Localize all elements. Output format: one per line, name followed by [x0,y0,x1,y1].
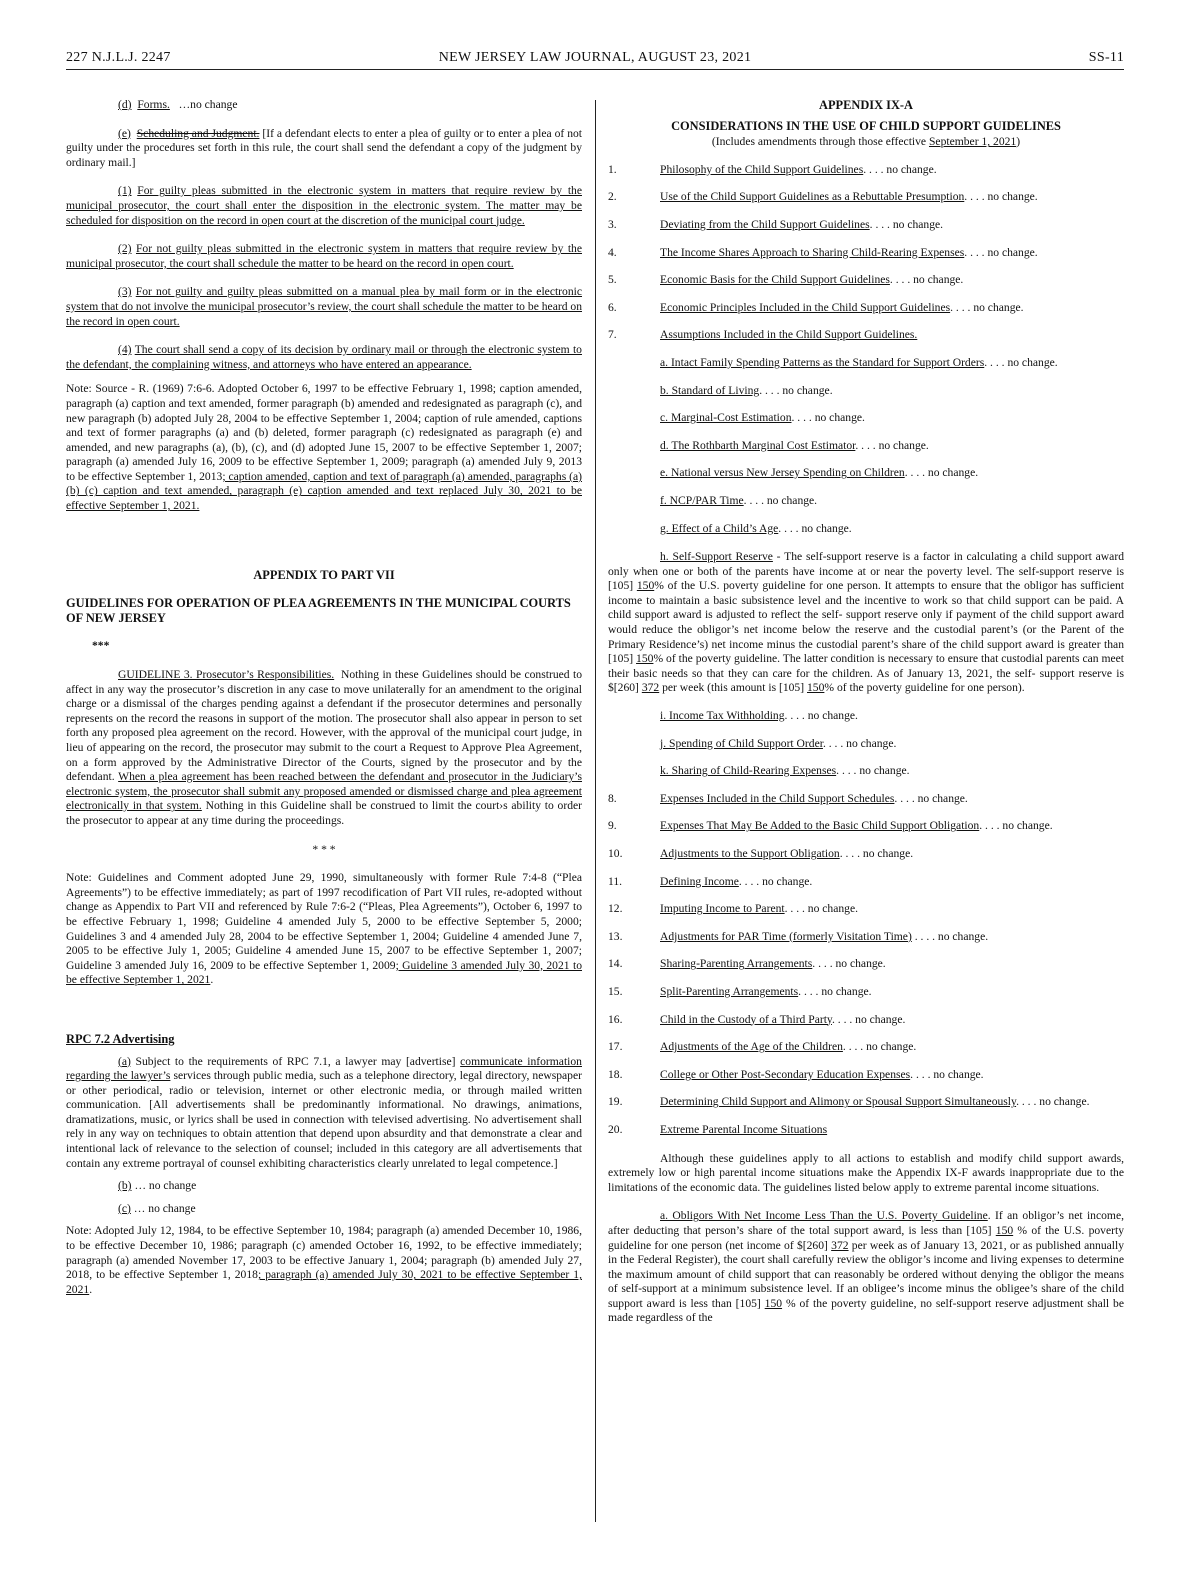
list-item [608,246,1124,261]
list-item [608,847,1124,862]
rpc-paragraph-a: (a) Subject to the requirements of RPC 7.1, a lawyer may [advertise] communicate information regarding the lawyer’s services through public media, such as a telephone directory, legal directory, newspaper or other periodical, radio or television, internet or other electronic media, or through mailed written communication. [All advertisements shall be predominantly informational. No drawings, animations, dramatizations, music, or lyrics shall be used in connection with televised advertising. No advertisement shall rely in any way on techniques to obtain attention that depend upon absurdity and that demonstrate a clear and intentional lack of relevance to the selection of counsel; included in this category are all advertisements that contain any extreme portrayal of counsel exhibiting characteristics clearly unrelated to legal competence.] [66,1054,582,1170]
item-title: College or Other Post-Secondary Education Expenses [660,1067,911,1081]
item-number: 12. [608,902,623,916]
item-number: 1. [608,162,617,176]
item-number: 8. [608,791,617,805]
item-status: . . . . no change. [889,273,964,287]
sub-item-status: . . . . no change. [784,709,858,723]
right-column [608,98,1124,1326]
column-divider [595,100,596,1522]
sub-item-status: . . . . no change. [855,438,929,452]
item-title: Philosophy of the Child Support Guidelines [660,162,864,176]
item-title: Split-Parenting Arrangements [660,984,799,998]
item-number: 6. [608,300,617,314]
paragraph-e4: (4) The court shall send a copy of its decision by ordinary mail or through the electronic system to the defendant, the complaining witness, and attorneys who have entered an appearance. [66,343,582,371]
item-status: . . . . no change. [738,874,813,888]
list-item [608,1123,1124,1138]
item-title: Sharing-Parenting Arrangements [660,957,813,971]
item-status: . . . . no change. [863,162,937,176]
item-status: . . . . no change. [831,1012,906,1026]
sub-item [608,384,1124,399]
sub-item [608,411,1124,426]
list-item [608,1095,1124,1110]
item-number: 13. [608,929,623,943]
sub-item [608,737,1124,752]
separator-asterisks: * * * [312,842,336,856]
rpc-paragraph-c: (c) … no change [118,1201,196,1215]
item-status: . . . . no change. [979,819,1053,833]
item-status: . . . . no change. [950,300,1024,314]
amendments-note: (Includes amendments through those effective September 1, 2021) [711,135,1021,149]
guidelines-note: Note: Guidelines and Comment adopted June 29, 1990, simultaneously with former Rule 7:4-8 (“Plea Agreements”) to be effective immediately; as part of 1997 recodification of Part VII rules, re-adopted without change as Appendix to Part VII and referenced by Rule 7:6-2 (“Pleas, Plea Agreements”), October 6, 1997 to be effective February 1, 1998; Guideline 4 amended July 5, 2000 to be effective September 5, 2000; Guidelines 3 and 4 amended July 28, 2004 to be effective September 1, 2004; Guideline 4 amended June 7, 2005 to be effective July 1, 2005; Guideline 4 amended June 15, 2007 to be effective September 1, 2007; Guideline 3 amended July 16, 2009 to be effective September 1, 2009; Guideline 3 amended July 30, 2021 to be effective September 1, 2021. [66,871,582,987]
header-rule [66,69,1124,70]
list-item [608,163,1124,178]
sub-item [608,764,1124,779]
sub-item [608,356,1124,371]
sub-item-status: . . . . no change. [984,355,1058,369]
item-title: Expenses That May Be Added to the Basic Child Support Obligation [660,819,980,833]
item-status: . . . . no change. [894,791,968,805]
citation: 227 N.J.L.J. 2247 [66,50,171,65]
appendix-heading: APPENDIX TO PART VII [253,567,395,582]
item-title: Assumptions Included in the Child Support Guidelines. [660,328,918,342]
list-item [608,985,1124,1000]
sub-item-status: . . . . no change. [822,736,897,750]
list-item [608,902,1124,917]
paragraph-e3: (3) For not guilty and guilty pleas submitted on a manual plea by mail form or in the electronic system that do not involve the municipal prosecutor’s review, the court shall schedule the matter to be heard on the record in open court. [66,285,583,328]
item-number: 16. [608,1012,623,1026]
item-number: 20. [608,1122,623,1136]
item-number: 3. [608,217,617,231]
list-item [608,875,1124,890]
item-number: 18. [608,1067,623,1081]
item-number: 9. [608,819,617,833]
item-title: Child in the Custody of a Third Party [660,1012,832,1026]
list-item [608,1068,1124,1083]
item-title: The Income Shares Approach to Sharing Child-Rearing Expenses [660,245,965,259]
item-title: Deviating from the Child Support Guidelines [660,217,870,231]
item-number: 4. [608,245,617,259]
item-status: . . . . no change. [1016,1095,1090,1109]
rpc-paragraph-b: (b) … no change [118,1179,197,1193]
rule-note: Note: Source - R. (1969) 7:6-6. Adopted October 6, 1997 to be effective February 1, 1998; caption amended, paragraph (a) caption and text amended, former paragraph (b) amended and redesignated as paragraph (c), and new paragraph (b) adopted July 28, 2004 to be effective September 1, 2004; caption of rule amended, captions and text of former paragraphs (a) and (b) deleted, former paragraph (c) redesignated as paragraph (e) and amended, and new paragraphs (a), (b), (c), and (d) adopted June 15, 2007 to be effective September 1, 2007; paragraph (a) amended July 16, 2009 to be effective September 1, 2009; paragraph (a) amended July 9, 2013 to be effective September 1, 2013; caption amended, caption and text of paragraph (a) amended, paragraphs (a) (b) (c) caption and text amended, paragraph (e) caption amended and text replaced July 30, 2021 to be effective September 1, 2021. [66,382,582,513]
list-item [608,1013,1124,1028]
list-item [608,819,1124,834]
item-number: 17. [608,1040,623,1054]
item-title: Adjustments for PAR Time (formerly Visitation Time) [660,929,912,943]
item-status: . . . . no change. [911,929,989,943]
list-item [608,301,1124,316]
list-item [608,218,1124,233]
item-status: . . . . no change. [964,190,1038,204]
item-status: . . . . no change. [964,245,1038,259]
item-status: . . . . no change. [869,217,944,231]
list-item [608,328,1124,343]
paragraph-d: (d) Forms. …no change [118,98,238,111]
item-number: 2. [608,190,617,204]
item-number: 5. [608,273,617,287]
list-item [608,1040,1124,1055]
item-number: 19. [608,1095,623,1109]
sub-item-title: c. Marginal-Cost Estimation [660,411,792,425]
extreme-income-text: Although these guidelines apply to all actions to establish and modify child support awards, extremely low or high parental income situations make the Appendix IX-F awards inappropriate due to the limitations of the economic data. The guidelines listed below apply to extreme parental income situations. [608,1151,1124,1194]
item-title: Adjustments to the Support Obligation [660,847,840,860]
paragraph-e: (e) Scheduling and Judgment. [If a defendant elects to enter a plea of guilty or to enter a plea of not guilty under the procedures set forth in this rule, the court shall send the defendant a copy of the judgment by ordinary mail.] [66,126,583,169]
sub-item-title: d. The Rothbarth Marginal Cost Estimator [660,438,856,452]
sub-item-title: j. Spending of Child Support Order [660,736,823,750]
sub-item [608,522,1124,537]
item-number: 7. [608,328,617,342]
rpc-note: Note: Adopted July 12, 1984, to be effective September 10, 1984; paragraph (a) amended December 10, 1986, to be effective December 10, 1986; paragraph (c) amended October 16, 1992, to be effective immediately; paragraph (a) amended November 17, 2003 to be effective January 1, 2004; paragraph (b) amended July 27, 2018, to be effective September 1, 2018; paragraph (a) amended July 30, 2021 to be effective September 1, 2021. [66,1224,582,1296]
item-number: 15. [608,984,623,998]
sub-item-status: . . . . no change. [743,493,818,507]
item-status: . . . . no change. [842,1040,917,1054]
item-title: Use of the Child Support Guidelines as a Rebuttable Presumption [660,190,965,204]
rpc-heading: RPC 7.2 Advertising [66,1031,175,1046]
obligors-below-poverty: a. Obligors With Net Income Less Than the U.S. Poverty Guideline. If an obligor’s net income, after deducting that person’s share of the total support award, is less than [105] 150 % of the U.S. poverty guideline for one person (net income of $[260] 372 per week as of January 13, 2021, or as published annually in the Federal Register), the court shall carefully review the obligor’s income and living expenses to determine the maximum amount of child support that can reasonably be ordered without denying the obligor the means of self-support at a minimum subsistence level. If an obligee’s income minus the obligee’s share of the child support award is less than [105] 150 % of the poverty guideline, no self-support reserve adjustment shall be made regardless of the [608,1209,1124,1325]
sub-item-title: i. Income Tax Withholding [660,709,785,723]
paragraph-e2: (2) For not guilty pleas submitted in the electronic system in matters that require review by the municipal prosecutor, the court shall schedule the matter to be heard on the record in open court. [66,242,582,270]
list-item [608,930,1124,945]
item-title: Expenses Included in the Child Support Schedules [660,791,895,805]
page-number: SS-11 [1088,50,1124,65]
considerations-heading: CONSIDERATIONS IN THE USE OF CHILD SUPPORT GUIDELINES [671,118,1061,133]
item-status: . . . . no change. [784,902,859,916]
sub-item-title: f. NCP/PAR Time [660,493,744,507]
sub-item [608,466,1124,481]
list-item [608,190,1124,205]
sub-item-status: . . . . no change. [904,466,979,480]
list-item [608,273,1124,288]
item-title: Imputing Income to Parent [660,902,785,916]
item-title: Economic Basis for the Child Support Guidelines [660,273,890,287]
sub-item [608,709,1124,724]
list-item [608,792,1124,807]
item-title: Defining Income [660,874,739,888]
list-item [608,957,1124,972]
sub-item [608,439,1124,454]
sub-item-status: . . . . no change. [778,521,852,535]
guideline-3: GUIDELINE 3. Prosecutor’s Responsibilities. Nothing in these Guidelines should be construed to affect in any way the prosecutor’s discretion in any case to move unilaterally for an amendment to the original charge or a dismissal of the charges pending against a defendant if the prosecutor determines and personally represents on the record the reasons in support of the motion. The prosecutor shall also appear in person to set forth any proposed plea agreement on the record. However, with the approval of the municipal court judge, in lieu of appearing on the record, the prosecutor may submit to the court a Request to Approve Plea Agreement, on a form approved by the Administrative Director of the Courts, signed by the prosecutor and by the defendant. When a plea agreement has been reached between the defendant and prosecutor in the Judiciary’s electronic system, the prosecutor shall submit any proposed amended or dismissed charge and plea agreement electronically in that system. Nothing in this Guideline shall be construed to limit the court›s ability to order the prosecutor to appear at any time during the proceedings. [66,668,583,827]
self-support-reserve: h. Self-Support Reserve - The self-support reserve is a factor in calculating a child support award only when one or both of the parents have income at or near the poverty level. The self-support reserve is [105] 150% of the U.S. poverty guideline for one person. It attempts to ensure that the obligor has sufficient income to maintain a basic subsistence level and the incentive to work so that child support can be paid. A child support award is adjusted to reflect the self- support reserve only if payment of the child support award would reduce the obligor’s net income below the reserve and the custodial parent’s (or the Parent of the Primary Residence’s) net income minus the custodial parent’s share of the child support award is greater than [105] 150% of the poverty guideline. The latter condition is necessary to ensure that custodial parents can meet their basic needs so that they can care for the children. As of January 13, 2021, the self- support reserve is $[260] 372 per week (this amount is [105] 150% of the poverty guideline for one person). [608,550,1124,695]
guidelines-heading: GUIDELINES FOR OPERATION OF PLEA AGREEMENTS IN THE MUNICIPAL COURTS OF NEW JERSEY [66,596,571,625]
sub-item-title: k. Sharing of Child-Rearing Expenses [660,764,837,778]
item-number: 11. [608,874,623,888]
page-header [66,50,1124,68]
separator-stars: *** [92,639,110,653]
item-status: . . . . no change. [798,984,872,998]
item-title: Extreme Parental Income Situations [660,1122,828,1136]
paragraph-e1: (1) For guilty pleas submitted in the electronic system in matters that require review by the municipal prosecutor, the court shall enter the disposition in the electronic system. The matter may be scheduled for disposition on the record in open court at the discretion of the municipal court judge. [66,184,582,227]
item-status: . . . . no change. [910,1067,984,1081]
appendix-ix-a-heading: APPENDIX IX-A [819,98,913,112]
item-title: Adjustments of the Age of the Children [660,1040,843,1054]
item-status: . . . . no change. [812,957,886,971]
publication-title: NEW JERSEY LAW JOURNAL, AUGUST 23, 2021 [438,50,752,65]
item-status: . . . . no change. [839,847,914,860]
sub-item-title: e. National versus New Jersey Spending on Children [660,466,905,480]
sub-item-title: b. Standard of Living [660,383,760,397]
sub-item-status: . . . . no change. [836,764,910,778]
item-number: 10. [608,847,623,860]
item-number: 14. [608,957,623,971]
sub-item-title: a. Intact Family Spending Patterns as the Standard for Support Orders [660,355,985,369]
sub-item [608,494,1124,509]
item-title: Economic Principles Included in the Child Support Guidelines [660,300,951,314]
sub-item-status: . . . . no change. [759,383,833,397]
item-title: Determining Child Support and Alimony or Spousal Support Simultaneously [660,1095,1017,1109]
sub-item-title: g. Effect of a Child’s Age [660,521,779,535]
sub-item-status: . . . . no change. [791,411,865,425]
left-column [66,98,582,1297]
